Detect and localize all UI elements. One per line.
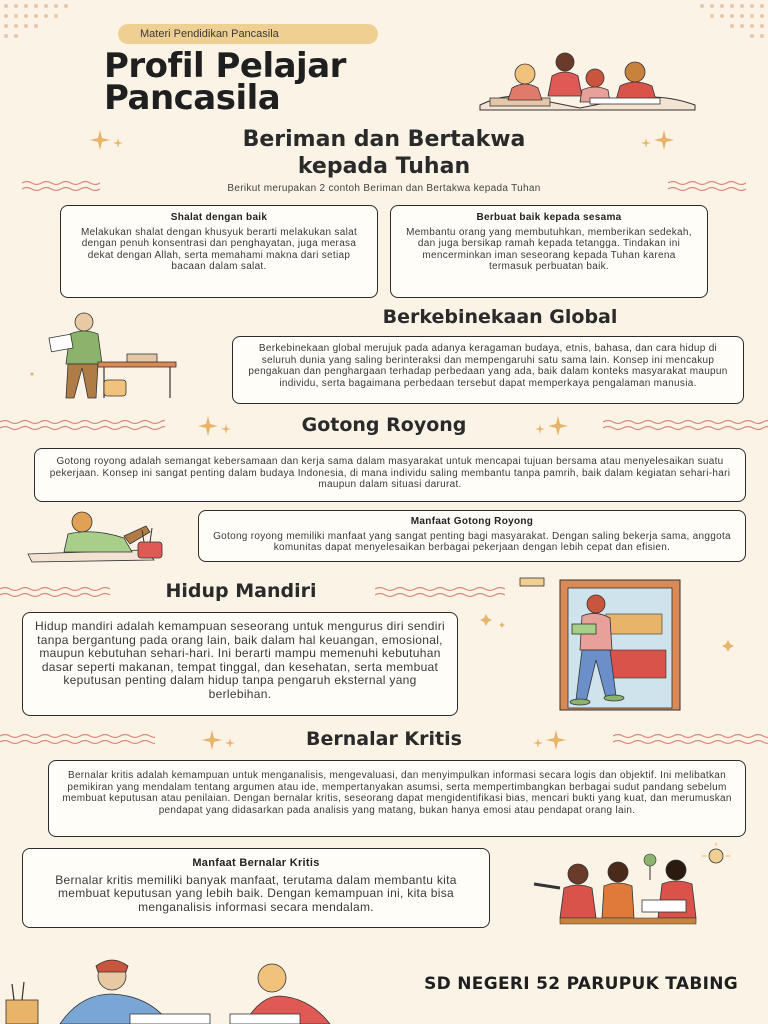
card-gotong-benefit [198, 510, 746, 562]
wave-divider [0, 733, 155, 745]
teacher-illustration [22, 306, 182, 404]
students-studying-illustration [0, 954, 350, 1024]
card-kritis-benefit [22, 848, 490, 928]
wave-divider [613, 733, 768, 745]
page-title-line2: Pancasila [104, 78, 281, 118]
card-global: Berkebinekaan global merujuk pada adanya keragaman budaya, etnis, bahasa, dan cara hidup di seluruh dunia yang saling berinteraksi dan mempengaruhi satu sama lain. Konsep ini mencakup pengakuan dan penghargaan terhadap perbedaan yang ada, baik dalam konteks masyarakat maupun individu, serta bagaimana perbedaan tersebut dapat memperkaya pengalaman manusia. [232, 336, 744, 404]
sparkle-icon [88, 128, 128, 152]
card-shalat-title: Shalat dengan baik [170, 212, 268, 223]
card-kritis: Bernalar kritis adalah kemampuan untuk menganalisis, mengevaluasi, dan menyimpulkan informasi secara logis dan objektif. Ini melibatkan pemikiran yang mendalam tentang argumen atau ide, mempertanyakan asumsi, serta mempertimbangkan berbagai sudut pandang sebelum membuat keputusan atau penilaian. Dengan bernalar kritis, seseorang dapat mengidentifikasi bias, mencari bukti yang kuat, dan merumuskan pendapat yang didasarkan pada analisis yang matang, bukan hanya emosi atau pendapat orang lain. [48, 760, 746, 837]
child-drawing-illustration [24, 508, 174, 564]
sparkle-icon [528, 728, 568, 752]
wave-divider [603, 419, 768, 431]
section-subtitle: Berikut merupakan 2 contoh Beriman dan Bertakwa kepada Tuhan [227, 183, 541, 194]
section-title-beriman-line1: Beriman dan Bertakwa [242, 127, 526, 152]
page-title-line1: Profil Pelajar [104, 46, 346, 86]
school-name: SD NEGERI 52 PARUPUK TABING [424, 974, 738, 994]
wave-divider [0, 586, 110, 598]
section-title-beriman [134, 126, 634, 180]
card-berbuat-baik [390, 205, 708, 298]
card-mandiri: Hidup mandiri adalah kemampuan seseorang untuk mengurus diri sendiri tanpa bergantung pada orang lain, baik dalam hal keuangan, emosional, maupun kebutuhan sehari-hari. Ini berarti mampu memenuhi kebutuhan dasar seperti makanan, tempat tinggal, dan kesehatan, serta membuat keputusan penting dalam hidup tanpa pengaruh eksternal yang berlebihan. [22, 612, 458, 716]
subject-pill: Materi Pendidikan Pancasila [118, 24, 378, 44]
card-berbuat-baik-title: Berbuat baik kepada sesama [476, 212, 622, 223]
section-title-mandiri: Hidup Mandiri [165, 580, 317, 602]
card-gotong-benefit-title: Manfaat Gotong Royong [410, 516, 534, 527]
card-berbuat-baik-body: Membantu orang yang membutuhkan, memberikan sedekah, dan juga bersikap ramah kepada tetangga. Tindakan ini mencerminkan iman seseorang kepada Tuhan karena termasuk perbuatan baik. [406, 226, 692, 272]
girl-doorway-illustration [476, 574, 746, 714]
card-shalat [60, 205, 378, 298]
students-reading-illustration [470, 50, 705, 112]
section-title-beriman-line2: kepada Tuhan [297, 154, 471, 179]
section-title-kritis: Bernalar Kritis [306, 728, 462, 750]
wave-divider [0, 419, 165, 431]
card-gotong-benefit-body: Gotong royong memiliki manfaat yang sangat penting bagi masyarakat. Dengan saling bekerja sama, anggota komunitas dapat menyelesaikan berbagai pekerjaan dengan lebih cepat dan efisien. [213, 530, 731, 553]
sparkle-icon [636, 128, 676, 152]
card-shalat-body: Melakukan shalat dengan khusyuk berarti melakukan salat dengan penuh konsentrasi dan penghayatan, juga merasa dekat dengan Allah, serta memahami makna dari setiap bacaan dalam salat. [80, 226, 358, 272]
card-gotong: Gotong royong adalah semangat kebersamaan dan kerja sama dalam masyarakat untuk mencapai tujuan bersama atau menyelesaikan suatu pekerjaan. Konsep ini sangat penting dalam budaya Indonesia, di mana individu saling membantu tanpa pamrih, baik dalam kegiatan sehari-hari maupun dalam situasi darurat. [34, 448, 746, 502]
sparkle-icon [196, 414, 236, 438]
card-kritis-benefit-title: Manfaat Bernalar Kritis [192, 857, 320, 869]
page-title [104, 46, 504, 118]
section-title-gotong: Gotong Royong [301, 414, 467, 436]
corner-dots-left [0, 0, 80, 50]
card-kritis-benefit-body: Bernalar kritis memiliki banyak manfaat, terutama dalam membantu kita membuat keputusan yang lebih baik. Dengan kemampuan ini, kita bisa menganalisis informasi secara mendalam. [55, 872, 457, 914]
scout-kids-illustration [530, 846, 740, 926]
section-title-global: Berkebinekaan Global [382, 306, 618, 328]
corner-dots-right [688, 0, 768, 50]
sparkle-icon [530, 414, 570, 438]
